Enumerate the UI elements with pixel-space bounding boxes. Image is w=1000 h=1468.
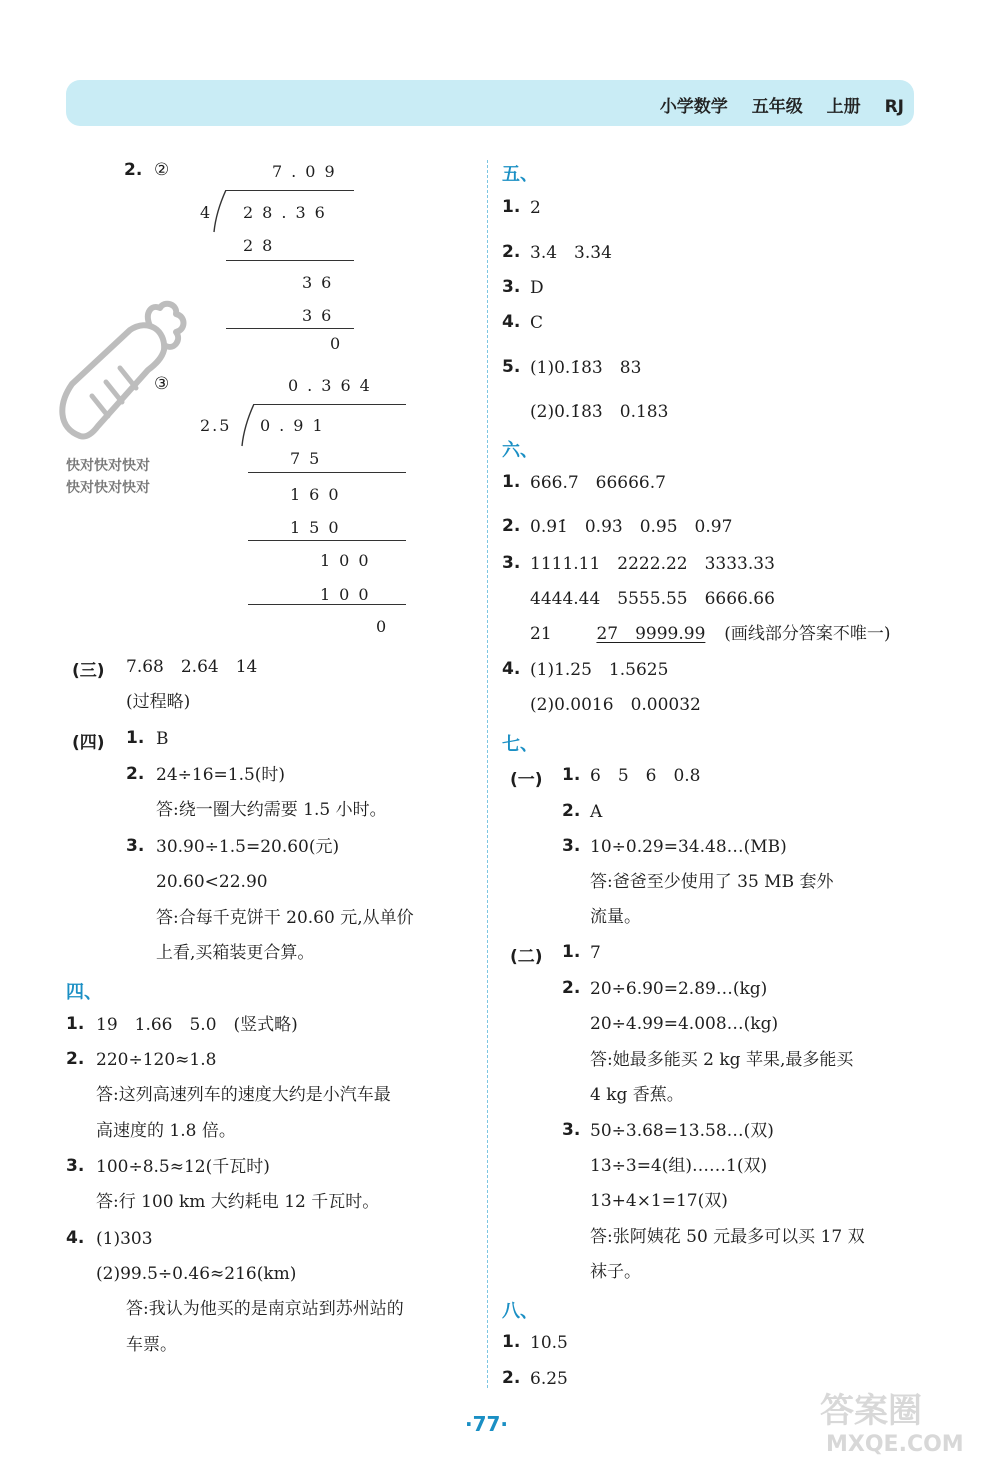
- div1-step-2: 36: [302, 273, 341, 292]
- s7a-q3-answer-2: 流量。: [590, 907, 641, 927]
- section-3-note: (过程略): [126, 692, 191, 712]
- s7b-q3-number: 3.: [562, 1120, 581, 1140]
- s5-q5-part-2: (2)0.1̇83̇ 0.183: [530, 402, 669, 422]
- s6-q3-line-1: 1111.11 2222.22 3333.33: [530, 554, 775, 574]
- s7b-q1-number: 1.: [562, 942, 581, 962]
- div2-step-2: 160: [290, 485, 348, 504]
- s6-q2-number: 2.: [502, 516, 521, 536]
- s6-q1-number: 1.: [502, 472, 521, 492]
- s4-q3-equation: 30.90÷1.5=20.60(元): [156, 837, 340, 857]
- s8-q2-number: 2.: [502, 1368, 521, 1388]
- s7a-q3-number: 3.: [562, 836, 581, 856]
- sec4-q4-number: 4.: [66, 1228, 85, 1248]
- s4-q3-answer-1: 答:合每千克饼干 20.60 元,从单价: [156, 908, 414, 928]
- s4-q3-answer-2: 上看,买箱装更合算。: [156, 943, 315, 963]
- s5-q3-number: 3.: [502, 277, 521, 297]
- q2-number: 2.: [124, 160, 143, 180]
- s7b-q2-answer-1: 答:她最多能买 2 kg 苹果,最多能买: [590, 1050, 854, 1070]
- sec4-q4-answer-2: 车票。: [126, 1335, 177, 1355]
- div1-line-2: [226, 328, 354, 329]
- s7a-q3-answer-1: 答:爸爸至少使用了 35 MB 套外: [590, 872, 834, 892]
- s7-part-1-label: (一): [510, 770, 543, 790]
- s5-q2-answer: 3.4̇ 3.3̇4̇: [530, 243, 612, 263]
- section-four-title: 四、: [66, 982, 102, 1003]
- section-4-label: (四): [72, 733, 105, 753]
- sec4-q3-equation: 100÷8.5≈12(千瓦时): [96, 1157, 270, 1177]
- s5-q5-part-1: (1)0.1̇83̇ 83: [530, 358, 642, 378]
- s6-q4-part-2: (2)0.0016 0.00032: [530, 695, 701, 715]
- s6-q1-answer: 666.7 66666.7: [530, 473, 666, 493]
- s7a-q3-equation: 10÷0.29=34.48…(MB): [590, 837, 787, 857]
- s5-q5-number: 5.: [502, 357, 521, 377]
- s7b-q2-number: 2.: [562, 978, 581, 998]
- s5-q1-answer: 2: [530, 198, 541, 218]
- s7a-q2-answer: A: [590, 802, 603, 822]
- s7b-q2-line-2: 20÷4.99=4.008…(kg): [590, 1014, 779, 1034]
- s7a-q2-number: 2.: [562, 801, 581, 821]
- div2-line-1: [248, 472, 406, 473]
- s7a-q1-answer: 6 5 6 0.8: [590, 766, 701, 786]
- s7b-q2-line-1: 20÷6.90=2.89…(kg): [590, 979, 768, 999]
- s6-q3-note: (画线部分答案不唯一): [724, 624, 891, 644]
- s6-q3-number: 3.: [502, 553, 521, 573]
- sec4-q1-number: 1.: [66, 1014, 85, 1034]
- div1-dividend: 28.36: [243, 203, 334, 222]
- s5-q4-number: 4.: [502, 312, 521, 332]
- div2-divisor: 2.5: [200, 416, 232, 435]
- div2-line-2: [248, 540, 406, 541]
- s7b-q3-line-1: 50÷3.68=13.58…(双): [590, 1121, 774, 1141]
- section-six-title: 六、: [502, 440, 538, 461]
- q2-circle-3: ③: [154, 374, 170, 394]
- div1-divisor: 4: [200, 203, 220, 222]
- s7b-q3-answer-2: 袜子。: [590, 1262, 641, 1282]
- sec4-q3-number: 3.: [66, 1156, 85, 1176]
- watermark-url: MXQE.COM: [826, 1432, 964, 1457]
- sec4-q4-answer-1: 答:我认为他买的是南京站到苏州站的: [126, 1299, 404, 1319]
- s6-q2-answer: 0.91̇ 0.93̇ 0.95̇ 0.97̇: [530, 517, 733, 537]
- section-eight-title: 八、: [502, 1301, 538, 1322]
- div1-step-4: 0: [330, 334, 350, 353]
- s7b-q2-answer-2: 4 kg 香蕉。: [590, 1085, 684, 1105]
- s7a-q1-number: 1.: [562, 765, 581, 785]
- sec4-q3-answer: 答:行 100 km 大约耗电 12 千瓦时。: [96, 1192, 380, 1212]
- sec4-q2-answer-1: 答:这列高速列车的速度大约是小汽车最: [96, 1085, 391, 1105]
- s4-q2-equation: 24÷16=1.5(时): [156, 765, 286, 785]
- div2-step-4: 100: [320, 551, 378, 570]
- page-number: ·77·: [465, 1412, 509, 1436]
- div2-line-3: [248, 604, 406, 605]
- div1-quotient: 7.09: [272, 162, 344, 181]
- s5-q2-number: 2.: [502, 242, 521, 262]
- s4-q3-compare: 20.60<22.90: [156, 872, 268, 892]
- s4-q1-answer: B: [156, 729, 169, 749]
- div2-bracket-curve: [240, 404, 256, 448]
- s8-q1-answer: 10.5: [530, 1333, 568, 1353]
- s4-q3-number: 3.: [126, 836, 145, 856]
- s7b-q1-answer: 7: [590, 943, 601, 963]
- div2-step-1: 75: [290, 449, 329, 468]
- header-edition: RJ: [884, 97, 904, 117]
- div2-quotient: 0.364: [288, 376, 379, 395]
- div2-step-6: 0: [376, 617, 396, 636]
- section-3-label: (三): [72, 661, 105, 681]
- s6-q3-line-3: [530, 624, 890, 644]
- section-five-title: 五、: [502, 164, 538, 185]
- carrot-caption: [66, 455, 150, 499]
- s4-q1-number: 1.: [126, 728, 145, 748]
- s6-q3-value-21: 21: [530, 624, 552, 644]
- div2-step-5: 100: [320, 585, 378, 604]
- carrot-mascot: [52, 300, 190, 450]
- header-volume: 上册: [826, 97, 861, 117]
- s6-q3-line-2: 4444.44 5555.55 6666.66: [530, 589, 775, 609]
- carrot-caption-line-1: 快对快对快对: [66, 458, 150, 474]
- div2-step-3: 150: [290, 518, 348, 537]
- sec4-q4-part-1: (1)303: [96, 1229, 153, 1249]
- s7-part-2-label: (二): [510, 947, 543, 967]
- s4-q2-answer: 答:绕一圈大约需要 1.5 小时。: [156, 800, 387, 820]
- s7b-q3-answer-1: 答:张阿姨花 50 元最多可以买 17 双: [590, 1227, 865, 1247]
- header-grade: 五年级: [751, 97, 803, 117]
- s8-q1-number: 1.: [502, 1332, 521, 1352]
- header-title: [642, 92, 904, 117]
- s5-q4-answer: C: [530, 313, 544, 333]
- s7b-q3-line-3: 13+4×1=17(双): [590, 1191, 728, 1211]
- q2-circle-2: ②: [154, 160, 170, 180]
- s6-q3-underlined: 27 9999.99: [596, 624, 706, 644]
- div1-bracket-top: [226, 190, 354, 191]
- sec4-q2-equation: 220÷120≈1.8: [96, 1050, 217, 1070]
- s5-q1-number: 1.: [502, 197, 521, 217]
- div2-bracket-top: [254, 404, 406, 405]
- s6-q4-number: 4.: [502, 659, 521, 679]
- s4-q2-number: 2.: [126, 764, 145, 784]
- watermark-logo: 答案圈: [820, 1391, 922, 1431]
- div1-line-1: [226, 260, 354, 261]
- carrot-caption-line-2: 快对快对快对: [66, 480, 150, 496]
- div1-step-3: 36: [302, 306, 341, 325]
- div2-dividend: 0.91: [260, 416, 332, 435]
- s8-q2-answer: 6.25: [530, 1369, 568, 1389]
- column-divider: [487, 160, 488, 1388]
- sec4-q2-answer-2: 高速度的 1.8 倍。: [96, 1121, 236, 1141]
- section-3-answer: 7.68 2.64 14: [126, 657, 258, 677]
- sec4-q4-part-2: (2)99.5÷0.46≈216(km): [96, 1264, 297, 1284]
- s5-q3-answer: D: [530, 278, 544, 298]
- header-subject: 小学数学: [659, 97, 728, 117]
- div1-step-1: 28: [243, 236, 282, 255]
- s7b-q3-line-2: 13÷3=4(组)……1(双): [590, 1156, 768, 1176]
- section-seven-title: 七、: [502, 734, 538, 755]
- s6-q4-part-1: (1)1.25 1.5625: [530, 660, 669, 680]
- sec4-q2-number: 2.: [66, 1049, 85, 1069]
- sec4-q1-answer: 19 1.66 5.0 (竖式略): [96, 1015, 298, 1035]
